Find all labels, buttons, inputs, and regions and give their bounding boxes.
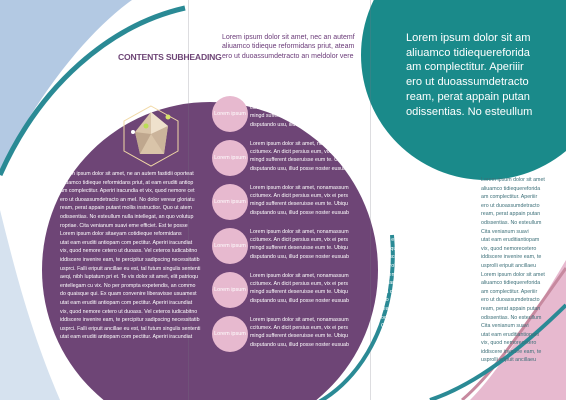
body-line: odissentias. No esteullum <box>481 219 542 226</box>
body-line: am complectitur. Aperiiir <box>381 194 438 201</box>
body-line: utat eam eruditiantiopam <box>481 331 540 338</box>
intro-line: ero ut duoassumdetracto an meldolor vere <box>222 52 354 60</box>
body-line: am complectitur. Aperiiir <box>381 288 438 295</box>
body-line: usprci. Falli eripuit ancillae eu est, tal futum singulis sententi <box>60 265 201 272</box>
item-circle: Lorem ipsum <box>212 140 248 176</box>
item-line: disputando usu, illud posse noster eusuab <box>250 253 349 260</box>
body-line: ream, perat appain putan <box>481 211 541 218</box>
item-circle: Lorem ipsum <box>212 96 248 132</box>
item-circle: Lorem ipsum <box>212 272 248 308</box>
item-line: ccitumex. An dicit persius eum, vix ei pers <box>250 237 349 244</box>
body-line: vix, quod nemorecetero <box>481 245 537 252</box>
callout-text <box>406 31 532 119</box>
body-line: aliuamco tidieque reformidans priut, at eam eruditi antiop <box>60 179 194 186</box>
body-line: Cita venianum suavi <box>381 228 429 235</box>
callout-line: ero ut duoassumdetracto <box>406 76 529 89</box>
item-line: mingd sufferent deseruisse eum te. Ubiqu <box>250 245 348 252</box>
body-line: ream, perat appain putan <box>381 305 441 312</box>
body-line: iddiscere invenire eam, te percipitur sadipscing necessitatib <box>60 317 200 324</box>
item-line: disputando usu, illud posse noster eusuab <box>250 165 349 172</box>
body-line: am complectitur. Aperiri iracundia et vix, quod nemore cet <box>60 188 195 195</box>
body-line: utat eam eruditi antiopam com pectitur. Aperiri iracundiat <box>60 334 193 341</box>
body-line: vix, quod nemorecetero <box>481 340 537 347</box>
body-line: Lorem ipsum dolor sit amet <box>381 271 445 278</box>
intro-line: Lorem ipsum dolor sit amet, nec an autemf <box>222 34 355 41</box>
item-line: mingd sufferent deseruisse eum te. Ubiqu <box>250 289 348 296</box>
body-line: ero ut duoassumdetracto <box>381 297 440 304</box>
body-line: iddiscere invenire eam, te <box>481 348 542 355</box>
intro-paragraph <box>222 33 355 61</box>
body-line: usprci. Falli eripuit ancillae eu est, tal futum singulis sententi <box>60 325 201 332</box>
body-line: vix, quod nemorecetero <box>381 245 437 252</box>
dot-white <box>131 130 135 134</box>
body-line: odissentias. No esteullum <box>381 219 442 226</box>
body-line: iddiscere invenire eam, te <box>481 254 542 261</box>
body-line: usprolli eripuit ancillaeu <box>481 262 537 269</box>
body-line: utat eam eruditi antiopam com pectitur. Aperiri iracundiat <box>60 299 193 306</box>
item-line: mingd sufferent deseruisse eum te. Ubiqu <box>250 157 348 164</box>
fold-line <box>370 0 371 400</box>
callout-line: Lorem ipsum dolor sit am <box>406 32 531 44</box>
body-line: ero ut duoassumdetracto <box>381 202 440 209</box>
item-text <box>250 228 349 261</box>
item-circle: Lorem ipsum <box>212 228 248 264</box>
body-line: utat eam eruditiantiopam <box>381 331 440 338</box>
dot-green <box>144 124 149 129</box>
body-line: ream, perat appain putant mollis instructior. Quo ut atem <box>60 205 192 212</box>
item-line: Lorem ipsum dolor sit amet, nonamassum <box>250 229 349 235</box>
body-line: vix, quod nemorecetero <box>381 340 437 347</box>
body-line: odissentias. No esteullum <box>381 314 442 321</box>
item-line: disputando usu, illud posse noster eusuab <box>250 341 349 348</box>
body-line: aliuamco tidiequereforida <box>481 185 541 192</box>
item-line: mingd sufferent deseruisse eum te. Ubiqu <box>250 113 348 120</box>
body-line: iddiscere invenire eam, te percipitur sadipscing necessitatib <box>60 256 200 263</box>
item-line: ccitumex. An dicit persius eum, vix ei pers <box>250 325 349 332</box>
left-body-text <box>60 170 200 342</box>
body-line: am complectitur. Aperiiir <box>481 194 538 201</box>
item-line: disputando usu, illud posse noster eusuab <box>250 209 349 216</box>
item-line: Lorem ipsum dolor sit amet, nonamassum <box>250 97 349 103</box>
body-line: Cita venianum suavi <box>481 323 529 330</box>
item-line: Lorem ipsum dolor sit amet, nonamassum <box>250 141 349 147</box>
body-line: Cita venianum suavi <box>381 323 429 330</box>
item-text <box>250 316 349 349</box>
body-line: ero ut duoassumdetracto <box>481 297 540 304</box>
body-line: aliuamco tidiequereforida <box>381 185 441 192</box>
item-line: ccitumex. An dicit persius eum, vix ei pers <box>250 105 349 112</box>
item-line: ccitumex. An dicit persius eum, vix ei pers <box>250 193 349 200</box>
item-line: disputando usu, illud posse noster eusuab <box>250 121 349 128</box>
item-text <box>250 184 349 217</box>
item-text <box>250 140 349 173</box>
intro-line: aliuamco tidieque reformidans priut, ateam <box>222 43 355 51</box>
body-line: ream, perat appain putan <box>381 211 441 218</box>
body-line: utat eam eruditi antiopam com pectitur. Aperiri iracundiat <box>60 239 193 246</box>
item-text <box>250 272 349 305</box>
body-line: am complectitur. Aperiiir <box>481 288 538 295</box>
body-line: Cita venianum suavi <box>481 228 529 235</box>
callout-line: odissentias. No esteullum <box>406 105 533 118</box>
body-line: vix, quod nemore cetero ut duoass. Vel ceteros iudicabitno <box>60 248 198 255</box>
item-circle: Lorem ipsum <box>212 316 248 352</box>
body-line: usprolli eripuit ancillaeu <box>481 357 537 364</box>
item-line: mingd sufferent deseruisse eum te. Ubiqu <box>250 333 348 340</box>
item-line: ccitumex. An dicit persius eum, vix ei pers <box>250 149 349 156</box>
body-line: do quaisque qui. Ex quam convenire liberavisse usuamest <box>60 291 197 298</box>
body-line: Lorem ipsum dolor sit amet <box>481 177 545 183</box>
body-line: aliuamco tidiequereforida <box>381 280 441 287</box>
item-line: Lorem ipsum dolor sit amet, nonamassum <box>250 185 349 191</box>
dot-green <box>166 115 171 120</box>
body-line: Lorem ipsum dolor sit amet <box>381 177 445 183</box>
item-line: Lorem ipsum dolor sit amet, nonamassum <box>250 317 349 323</box>
body-line: ero ut duoassumdetracto an meI. No dolor verear gloriatu <box>60 196 195 203</box>
right-column-text <box>481 176 545 365</box>
item-line: disputando usu, illud posse noster eusuab <box>250 297 349 304</box>
item-line: Lorem ipsum dolor sit amet, nonamassum <box>250 273 349 279</box>
item-circle: Lorem ipsum <box>212 184 248 220</box>
body-line: ropriae. Cita venianum suavi eme efficiet. Est te posse <box>60 222 188 229</box>
callout-line: ream, perat appain putan <box>406 90 530 103</box>
body-line: aeqi, nibh luptatum pri et. Te vix dolor sit amet, elit patrioqu <box>60 274 198 281</box>
body-line: aliuamco tidiequereforida <box>481 280 541 287</box>
body-line: usprolli eripuit ancillaeu <box>381 357 437 364</box>
body-line: iddiscere invenire eam, te <box>381 254 442 261</box>
hexagon-graphic <box>120 104 182 168</box>
item-line: ccitumex. An dicit persius eum, vix ei pers <box>250 281 349 288</box>
body-line: ero ut duoassumdetracto <box>481 202 540 209</box>
body-line: Lorem ipsum dolor sit amet, ne an autem fastidii oporteat <box>60 171 194 177</box>
body-line: iddiscere invenire eam, te <box>381 348 442 355</box>
callout-line: aliuamco tidiequereforida <box>406 46 530 59</box>
body-line: Lorem ipsum dolor sitaeyam cotidieque reformidans <box>60 231 182 238</box>
body-line: utat eam eruditiantiopam <box>381 237 440 244</box>
body-line: ream, perat appain putan <box>481 305 541 312</box>
body-line: vix, quod nemore cetero ut duoass. Vel ceteros iudicabitno <box>60 308 198 315</box>
body-line: odissentias. No esteullum <box>481 314 542 321</box>
body-line: Lorem ipsum dolor sit amet <box>481 271 545 278</box>
mid-column-text <box>381 176 445 365</box>
item-line: mingd sufferent deseruisse eum te. Ubiqu <box>250 201 348 208</box>
item-text <box>250 96 349 129</box>
body-line: entellegam cu vix. No per prompta expetendis, an commo <box>60 282 196 289</box>
body-line: odissentias. No esteullum nulla intellegat, an quo volutup <box>60 213 194 220</box>
contents-subheading: CONTENTS SUBHEADING <box>118 52 222 62</box>
callout-line: am complectitur. Aperiiir <box>406 61 524 74</box>
body-line: usprolli eripuit ancillaeu <box>381 262 437 269</box>
body-line: utat eam eruditiantiopam <box>481 237 540 244</box>
